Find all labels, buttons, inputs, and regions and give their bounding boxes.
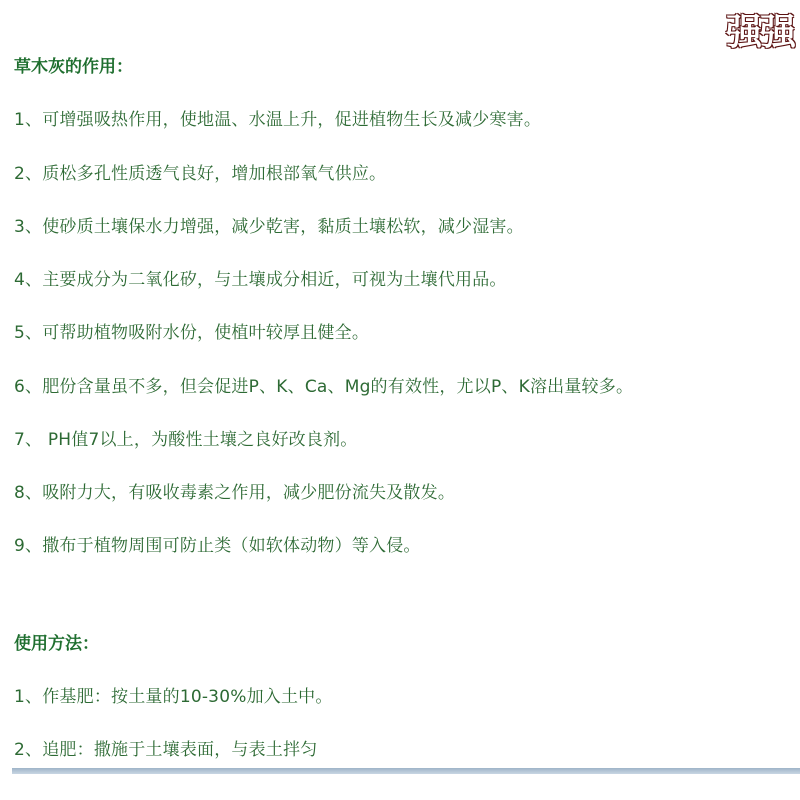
section-heading-usage: 使用方法： [14,634,99,654]
effect-item-4: 4、主要成分为二氧化矽，与土壤成分相近，可视为土壤代用品。 [14,270,507,290]
watermark-logo: 强强 [725,11,794,53]
usage-item-1: 1、作基肥：按土量的10-30%加入土中。 [14,687,333,707]
effect-item-2: 2、质松多孔性质透气良好，增加根部氧气供应。 [14,164,387,184]
usage-item-2: 2、追肥：撒施于土壤表面，与表土拌匀 [14,740,318,760]
effect-item-7: 7、 PH值7以上，为酸性土壤之良好改良剂。 [14,430,358,450]
effect-item-6: 6、肥份含量虽不多，但会促进P、K、Ca、Mg的有效性，尤以P、K溶出量较多。 [14,377,634,397]
window-bottom-bar [12,768,800,774]
section-heading-effects: 草木灰的作用： [14,57,133,77]
effect-item-5: 5、可帮助植物吸附水份，使植叶较厚且健全。 [14,323,370,343]
effect-item-3: 3、使砂质土壤保水力增强，减少乾害，黏质土壤松软，减少湿害。 [14,217,524,237]
effect-item-1: 1、可增强吸热作用，使地温、水温上升，促进植物生长及减少寒害。 [14,110,542,130]
effect-item-8: 8、吸附力大，有吸收毒素之作用，减少肥份流失及散发。 [14,483,456,503]
effect-item-9: 9、撒布于植物周围可防止类（如软体动物）等入侵。 [14,536,421,556]
